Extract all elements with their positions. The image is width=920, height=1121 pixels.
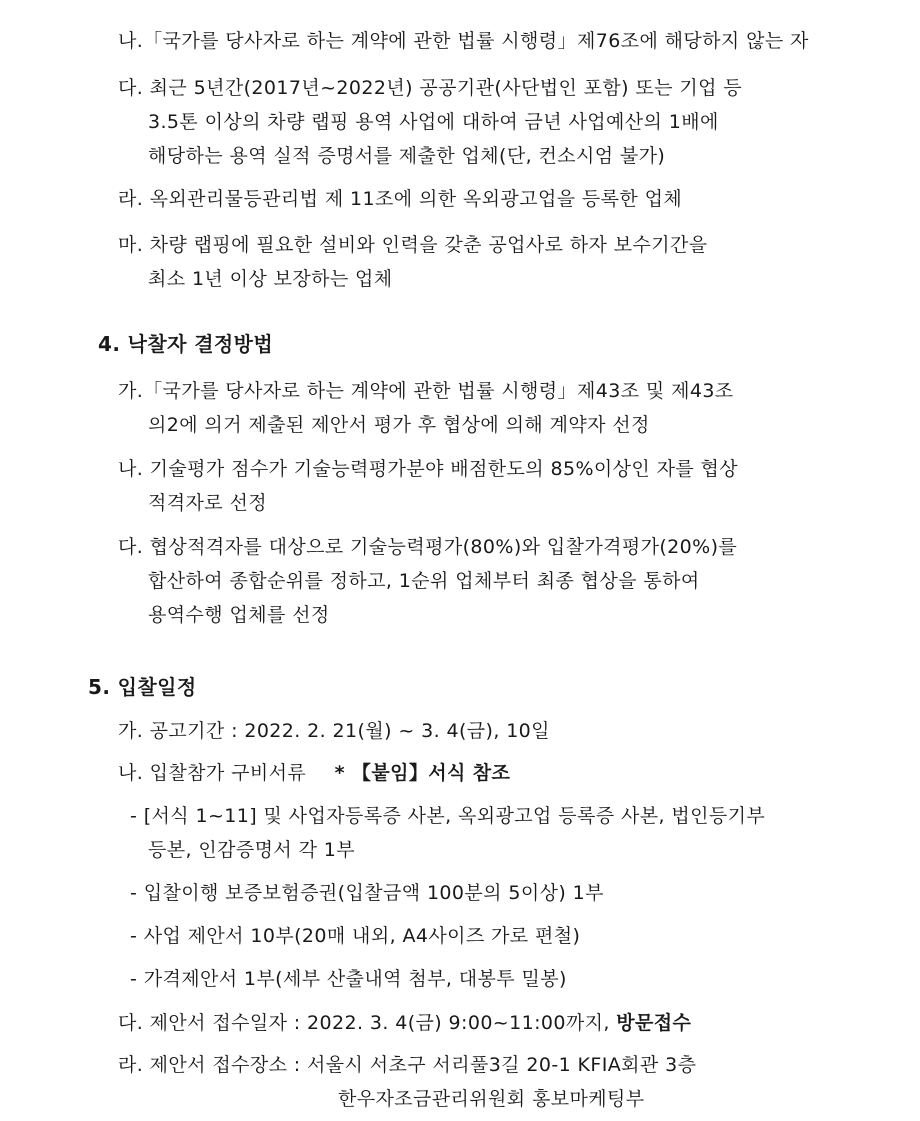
- s5-ga-period: 가. 공고기간 : 2022. 2. 21(월) ~ 3. 4(금), 10일: [118, 720, 550, 742]
- item-da-line2: 3.5톤 이상의 차량 랩핑 용역 사업에 대하여 금년 사업예산의 1배에: [148, 111, 719, 133]
- section4-heading: 4. 낙찰자 결정방법: [98, 332, 274, 356]
- s5-da-submission-date: [118, 1010, 691, 1036]
- s5-da-visit-submission: 방문접수: [616, 1012, 692, 1034]
- s4-ga-line1: 가.「국가를 당사자로 하는 계약에 관한 법률 시행령」제43조 및 제43조: [118, 380, 734, 402]
- s5-doc2: - 입찰이행 보증보험증권(입찰금액 100분의 5이상) 1부: [130, 882, 604, 904]
- s5-doc3: - 사업 제안서 10부(20매 내외, A4사이즈 가로 편철): [130, 925, 581, 947]
- item-da-line3: 해당하는 용역 실적 증명서를 제출한 업체(단, 컨소시엄 불가): [148, 145, 666, 167]
- s5-na-prefix: 나. 입찰참가 구비서류: [118, 762, 307, 784]
- s5-doc4: - 가격제안서 1부(세부 산출내역 첨부, 대봉투 밀봉): [130, 968, 567, 990]
- s5-ra-location-line2: 한우자조금관리위원회 홍보마케팅부: [338, 1088, 645, 1110]
- s5-doc1-line2: 등본, 인감증명서 각 1부: [148, 839, 356, 861]
- s4-da-line3: 용역수행 업체를 선정: [148, 604, 330, 626]
- item-na-not-disqualified: 나.「국가를 당사자로 하는 계약에 관한 법률 시행령」제76조에 해당하지 않는 자: [118, 30, 809, 52]
- s5-ra-location-line1: 라. 제안서 접수장소 : 서울시 서초구 서리풀3길 20-1 KFIA회관 3층: [118, 1054, 697, 1076]
- s5-na-attachment-note: * 【붙임】서식 참조: [334, 762, 511, 784]
- section5-heading: 5. 입찰일정: [88, 675, 197, 699]
- item-da-line1: 다. 최근 5년간(2017년~2022년) 공공기관(사단법인 포함) 또는 기업 등: [118, 77, 743, 99]
- s4-da-line2: 합산하여 종합순위를 정하고, 1순위 업체부터 최종 협상을 통하여: [148, 570, 700, 592]
- s4-ga-line2: 의2에 의거 제출된 제안서 평가 후 협상에 의해 계약자 선정: [148, 414, 650, 436]
- s4-na-line2: 적격자로 선정: [148, 492, 267, 514]
- s5-doc1-line1: - [서식 1~11] 및 사업자등록증 사본, 옥외광고업 등록증 사본, 법인등기부: [130, 805, 766, 827]
- item-ra: 라. 옥외관리물등관리법 제 11조에 의한 옥외광고업을 등록한 업체: [118, 188, 683, 210]
- item-ma-line1: 마. 차량 랩핑에 필요한 설비와 인력을 갖춘 공업사로 하자 보수기간을: [118, 234, 708, 256]
- s5-na-documents: [118, 760, 510, 786]
- item-ma-line2: 최소 1년 이상 보장하는 업체: [148, 268, 393, 290]
- s4-na-line1: 나. 기술평가 점수가 기술능력평가분야 배점한도의 85%이상인 자를 협상: [118, 458, 739, 480]
- s5-da-prefix: 다. 제안서 접수일자 : 2022. 3. 4(금) 9:00~11:00까지,: [118, 1012, 610, 1034]
- s4-da-line1: 다. 협상적격자를 대상으로 기술능력평가(80%)와 입찰가격평가(20%)를: [118, 536, 738, 558]
